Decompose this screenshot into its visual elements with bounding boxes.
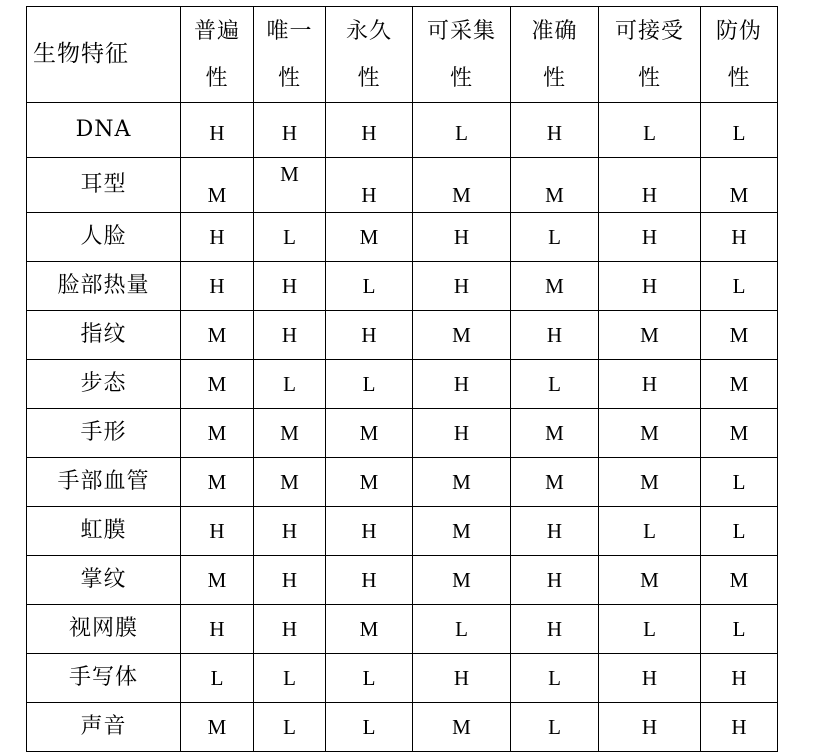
column-header — [326, 7, 413, 103]
rating-cell: H — [701, 654, 778, 703]
rating-cell: M — [254, 158, 326, 213]
rating-cell: H — [599, 360, 701, 409]
column-header-line2: 性 — [727, 65, 751, 91]
rating-cell: M — [413, 311, 511, 360]
rating-cell: M — [181, 556, 254, 605]
column-header-line1: 永久 — [345, 18, 392, 44]
rating-cell: M — [701, 409, 778, 458]
column-header-line2: 性 — [357, 65, 381, 91]
table-row — [27, 654, 778, 703]
rating-cell: H — [181, 507, 254, 556]
rating-cell: M — [701, 158, 778, 213]
row-feature-name: 手形 — [27, 409, 181, 458]
row-feature-name: 指纹 — [27, 311, 181, 360]
rating-cell: M — [413, 507, 511, 556]
rating-cell: M — [413, 458, 511, 507]
rating-cell: L — [254, 654, 326, 703]
rating-cell: L — [511, 703, 599, 752]
row-feature-name: 声音 — [27, 703, 181, 752]
rating-cell: M — [701, 360, 778, 409]
rating-cell: H — [599, 703, 701, 752]
rating-cell: M — [181, 703, 254, 752]
rating-cell: L — [599, 605, 701, 654]
table-row — [27, 458, 778, 507]
rating-cell: L — [511, 360, 599, 409]
row-feature-name: 手写体 — [27, 654, 181, 703]
row-feature-name: DNA — [27, 103, 181, 158]
table-row — [27, 311, 778, 360]
row-feature-name: 视网膜 — [27, 605, 181, 654]
table-row — [27, 703, 778, 752]
column-header — [511, 7, 599, 103]
rating-cell: M — [254, 409, 326, 458]
rating-cell: L — [254, 213, 326, 262]
rating-cell: H — [254, 262, 326, 311]
rating-cell: L — [511, 654, 599, 703]
row-feature-name: 脸部热量 — [27, 262, 181, 311]
rating-cell: H — [326, 311, 413, 360]
rating-cell: M — [326, 409, 413, 458]
rating-cell: H — [511, 507, 599, 556]
rating-cell: H — [254, 605, 326, 654]
rating-cell: M — [701, 311, 778, 360]
rating-cell: H — [701, 703, 778, 752]
rating-cell: M — [181, 360, 254, 409]
rating-cell: H — [326, 158, 413, 213]
table-row — [27, 262, 778, 311]
rating-cell: L — [701, 507, 778, 556]
rating-cell: H — [511, 311, 599, 360]
table-row — [27, 158, 778, 213]
column-header — [254, 7, 326, 103]
rating-cell: M — [181, 311, 254, 360]
rating-cell: H — [326, 103, 413, 158]
rating-cell: L — [413, 605, 511, 654]
rating-cell: H — [701, 213, 778, 262]
rating-cell: H — [181, 103, 254, 158]
column-header — [413, 7, 511, 103]
rating-cell: L — [701, 262, 778, 311]
table-row — [27, 556, 778, 605]
rating-cell: M — [511, 158, 599, 213]
column-header-line1: 防伪 — [715, 18, 762, 44]
column-header-line1: 可采集 — [426, 18, 496, 44]
rating-cell: H — [413, 360, 511, 409]
rating-cell: L — [599, 507, 701, 556]
rating-cell: H — [599, 654, 701, 703]
rating-cell: L — [701, 458, 778, 507]
rating-cell: L — [254, 703, 326, 752]
rating-cell: M — [599, 409, 701, 458]
rating-cell: M — [326, 213, 413, 262]
row-feature-name: 耳型 — [27, 158, 181, 213]
rating-cell: H — [413, 654, 511, 703]
column-header-line2: 性 — [542, 65, 566, 91]
rating-cell: H — [413, 213, 511, 262]
table-row — [27, 409, 778, 458]
column-header-line2: 性 — [449, 65, 473, 91]
rating-cell: H — [599, 213, 701, 262]
rating-cell: M — [181, 158, 254, 213]
table-row — [27, 605, 778, 654]
rating-cell: H — [413, 262, 511, 311]
rating-cell: M — [326, 605, 413, 654]
table-row — [27, 360, 778, 409]
rating-cell: L — [413, 103, 511, 158]
column-header-line2: 性 — [637, 65, 661, 91]
rating-cell: M — [701, 556, 778, 605]
rating-cell: L — [254, 360, 326, 409]
biometric-comparison-table — [26, 6, 778, 752]
rating-cell: H — [511, 103, 599, 158]
row-feature-name: 虹膜 — [27, 507, 181, 556]
row-feature-name: 人脸 — [27, 213, 181, 262]
rating-cell: L — [326, 262, 413, 311]
table-body — [27, 103, 778, 752]
rating-cell: M — [511, 262, 599, 311]
rating-cell: H — [511, 605, 599, 654]
rating-cell: M — [181, 409, 254, 458]
rating-cell: M — [511, 409, 599, 458]
column-header — [701, 7, 778, 103]
rating-cell: M — [511, 458, 599, 507]
rating-cell: H — [599, 158, 701, 213]
rating-cell: L — [326, 360, 413, 409]
rating-cell: H — [254, 556, 326, 605]
rating-cell: H — [254, 311, 326, 360]
corner-header: 生物特征 — [27, 7, 181, 103]
rating-cell: H — [326, 507, 413, 556]
rating-cell: L — [511, 213, 599, 262]
rating-cell: L — [326, 654, 413, 703]
column-header — [599, 7, 701, 103]
row-feature-name: 手部血管 — [27, 458, 181, 507]
rating-cell: M — [254, 458, 326, 507]
rating-cell: L — [701, 605, 778, 654]
rating-cell: H — [413, 409, 511, 458]
rating-cell: H — [511, 556, 599, 605]
rating-cell: L — [701, 103, 778, 158]
row-feature-name: 掌纹 — [27, 556, 181, 605]
column-header-line1: 准确 — [531, 18, 578, 44]
rating-cell: M — [181, 458, 254, 507]
column-header — [181, 7, 254, 103]
column-header-line2: 性 — [277, 65, 301, 91]
rating-cell: H — [254, 507, 326, 556]
header-row — [27, 7, 778, 103]
rating-cell: H — [181, 213, 254, 262]
table-row — [27, 507, 778, 556]
column-header-line1: 可接受 — [614, 18, 684, 44]
rating-cell: H — [181, 605, 254, 654]
rating-cell: M — [599, 458, 701, 507]
column-header-line2: 性 — [205, 65, 229, 91]
rating-cell: L — [181, 654, 254, 703]
rating-cell: M — [413, 158, 511, 213]
rating-cell: H — [326, 556, 413, 605]
table-row — [27, 213, 778, 262]
row-feature-name: 步态 — [27, 360, 181, 409]
rating-cell: M — [599, 556, 701, 605]
rating-cell: L — [326, 703, 413, 752]
rating-cell: H — [181, 262, 254, 311]
column-header-line1: 普遍 — [193, 18, 240, 44]
rating-cell: M — [599, 311, 701, 360]
column-header-line1: 唯一 — [266, 18, 313, 44]
rating-cell: H — [599, 262, 701, 311]
rating-cell: M — [413, 556, 511, 605]
table-row — [27, 103, 778, 158]
rating-cell: M — [413, 703, 511, 752]
rating-cell: H — [254, 103, 326, 158]
rating-cell: M — [326, 458, 413, 507]
rating-cell: L — [599, 103, 701, 158]
